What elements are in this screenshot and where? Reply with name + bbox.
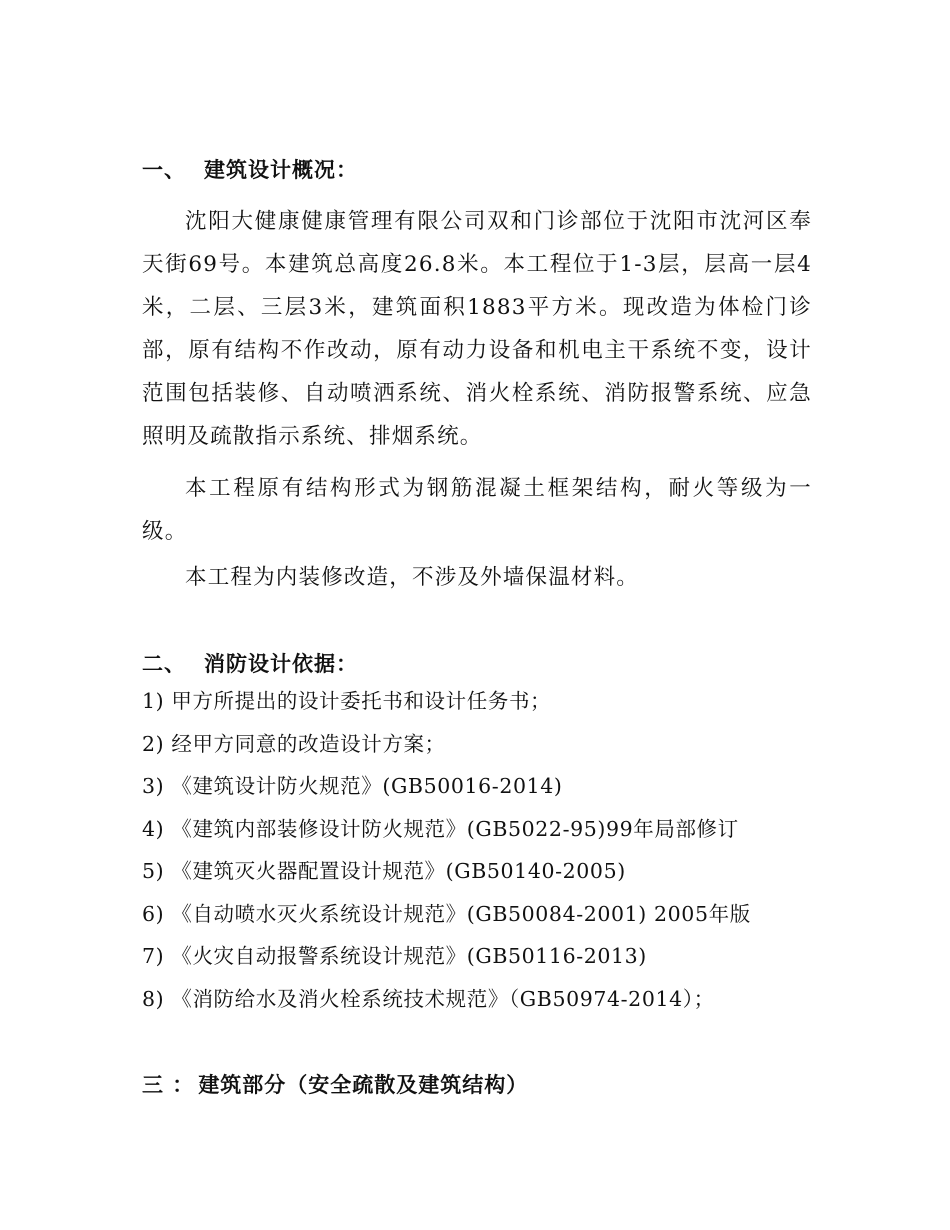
- list-item: 2) 经甲方同意的改造设计方案；: [142, 731, 446, 756]
- section-1-number: 一、: [142, 158, 186, 182]
- section-1-paragraph-3: 本工程为内装修改造，不涉及外墙保温材料。: [185, 565, 640, 590]
- regulation-list: [142, 680, 822, 1020]
- list-item: 5) 《建筑灭火器配置设计规范》(GB50140-2005): [142, 859, 626, 883]
- list-item: 4) 《建筑内部装修设计防火规范》(GB5022-95)99年局部修订: [142, 816, 739, 841]
- list-item: 1) 甲方所提出的设计委托书和设计任务书；: [142, 689, 552, 713]
- list-item: 3) 《建筑设计防火规范》(GB50016-2014): [142, 774, 563, 798]
- section-2-heading: [142, 648, 358, 678]
- section-1-title: 建筑设计概况：: [204, 158, 358, 182]
- list-item: 8) 《消防给水及消火栓系统技术规范》（GB50974-2014）；: [142, 986, 715, 1011]
- section-2-number: 二、: [142, 652, 186, 676]
- list-item: 6) 《自动喷水灭火系统设计规范》(GB50084-2001) 2005年版: [142, 901, 751, 926]
- section-2-title: 消防设计依据：: [204, 652, 358, 676]
- list-item: 7) 《火灾自动报警系统设计规范》(GB50116-2013): [142, 944, 647, 968]
- section-1-heading: [142, 154, 358, 184]
- section-1-paragraph-2: 本工程原有结构形式为钢筋混凝土框架结构，耐火等级为一级。: [142, 476, 812, 544]
- section-3-heading: [142, 1069, 528, 1099]
- section-1-paragraph-1: 沈阳大健康健康管理有限公司双和门诊部位于沈阳市沈河区奉天街69号。本建筑总高度26.8米。本工程位于1-3层，层高一层4米，二层、三层3米，建筑面积1883平方米。现改造为体检门诊部，原有结构不作改动，原有动力设备和机电主干系统不变，设计范围包括装修、自动喷洒系统、消火栓系统、消防报警系统、应急照明及疏散指示系统、排烟系统。: [142, 209, 812, 449]
- section-3-number: 三 ：: [142, 1073, 195, 1097]
- section-3-title: 建筑部分（安全疏散及建筑结构）: [198, 1073, 529, 1097]
